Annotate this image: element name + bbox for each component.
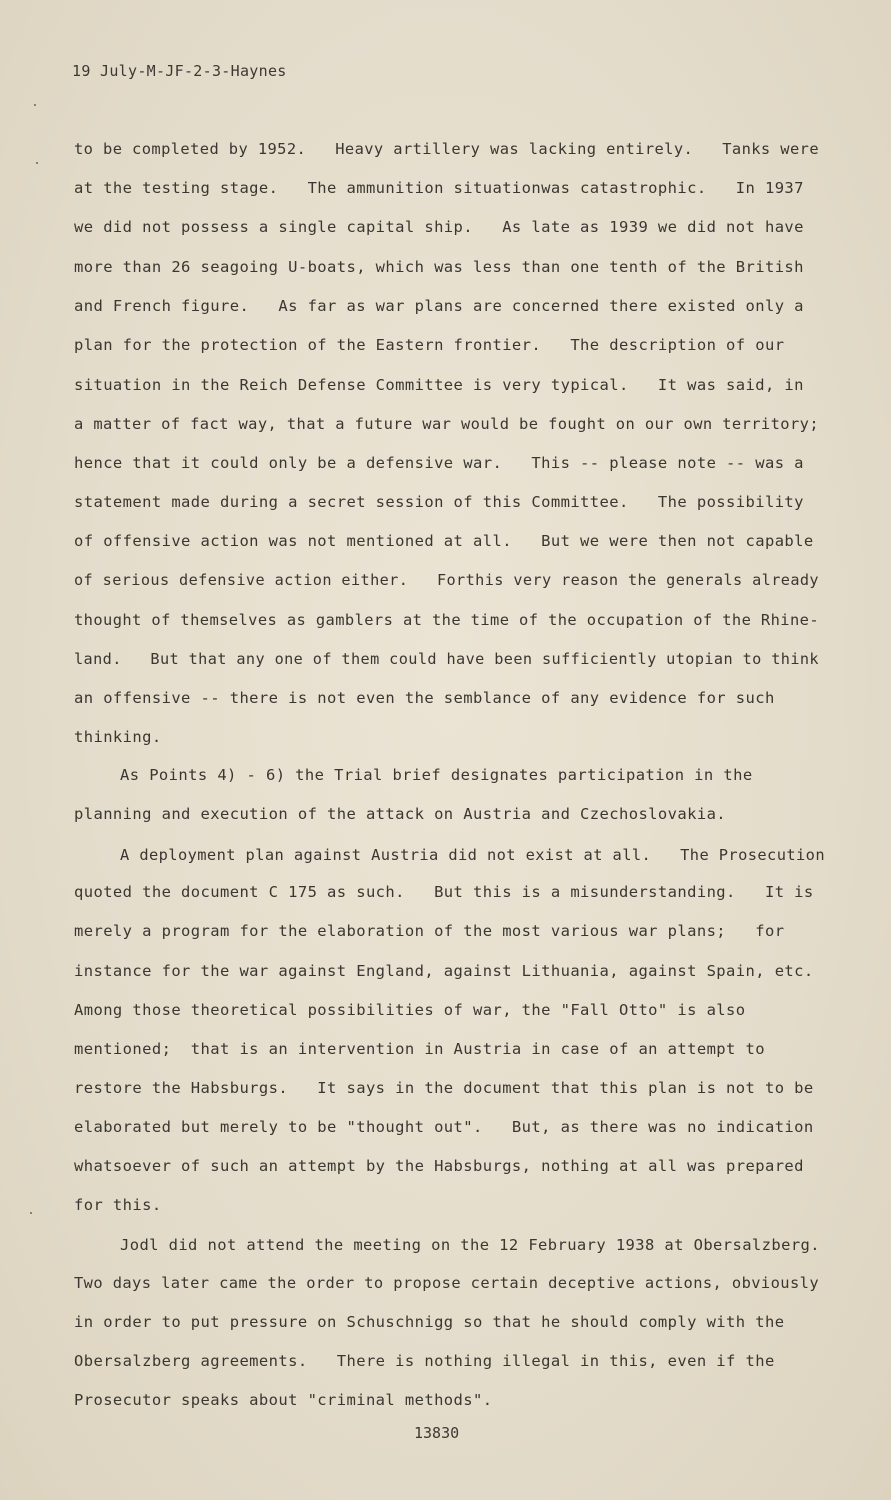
text-line: elaborated but merely to be "thought out". But, as there was no indication	[74, 1118, 814, 1136]
text-line: Obersalzberg agreements. There is nothing illegal in this, even if the	[74, 1352, 775, 1370]
text-line: merely a program for the elaboration of the most various war plans; for	[74, 922, 785, 940]
text-line: for this.	[74, 1196, 162, 1214]
page-number: 13830	[414, 1424, 460, 1442]
text-line: and French figure. As far as war plans are concerned there existed only a	[74, 297, 804, 315]
text-line: thought of themselves as gamblers at the time of the occupation of the Rhine-	[74, 611, 819, 629]
text-line: hence that it could only be a defensive war. This -- please note -- was a	[74, 454, 804, 472]
margin-mark	[36, 162, 38, 164]
text-line: of offensive action was not mentioned at all. But we were then not capable	[74, 532, 814, 550]
text-line: situation in the Reich Defense Committee is very typical. It was said, in	[74, 376, 804, 394]
margin-mark	[34, 104, 36, 106]
text-line: Prosecutor speaks about "criminal methods".	[74, 1391, 493, 1409]
text-line: Two days later came the order to propose certain deceptive actions, obviously	[74, 1274, 819, 1292]
text-line: at the testing stage. The ammunition situationwas catastrophic. In 1937	[74, 179, 804, 197]
text-line: planning and execution of the attack on Austria and Czechoslovakia.	[74, 805, 727, 823]
text-line: thinking.	[74, 728, 162, 746]
margin-mark	[30, 1212, 32, 1214]
text-line: instance for the war against England, against Lithuania, against Spain, etc.	[74, 962, 814, 980]
text-line: of serious defensive action either. Forthis very reason the generals already	[74, 571, 819, 589]
text-line: we did not possess a single capital ship. As late as 1939 we did not have	[74, 218, 804, 236]
text-line: restore the Habsburgs. It says in the document that this plan is not to be	[74, 1079, 814, 1097]
text-line: quoted the document C 175 as such. But this is a misunderstanding. It is	[74, 883, 814, 901]
document-header: 19 July-M-JF-2-3-Haynes	[72, 62, 287, 80]
text-line: land. But that any one of them could have been sufficiently utopian to think	[74, 650, 819, 668]
text-line: Jodl did not attend the meeting on the 12 February 1938 at Obersalzberg.	[120, 1236, 820, 1254]
text-line: a matter of fact way, that a future war would be fought on our own territory;	[74, 415, 819, 433]
text-line: A deployment plan against Austria did not exist at all. The Prosecution	[120, 846, 825, 864]
text-line: an offensive -- there is not even the semblance of any evidence for such	[74, 689, 775, 707]
text-line: mentioned; that is an intervention in Austria in case of an attempt to	[74, 1040, 765, 1058]
text-line: in order to put pressure on Schuschnigg so that he should comply with the	[74, 1313, 785, 1331]
text-line: As Points 4) - 6) the Trial brief designates participation in the	[120, 766, 753, 784]
text-line: whatsoever of such an attempt by the Habsburgs, nothing at all was prepared	[74, 1157, 804, 1175]
text-line: statement made during a secret session of this Committee. The possibility	[74, 493, 804, 511]
text-line: plan for the protection of the Eastern frontier. The description of our	[74, 336, 785, 354]
text-line: to be completed by 1952. Heavy artillery was lacking entirely. Tanks were	[74, 140, 819, 158]
text-line: Among those theoretical possibilities of war, the "Fall Otto" is also	[74, 1001, 746, 1019]
text-line: more than 26 seagoing U-boats, which was less than one tenth of the British	[74, 258, 804, 276]
